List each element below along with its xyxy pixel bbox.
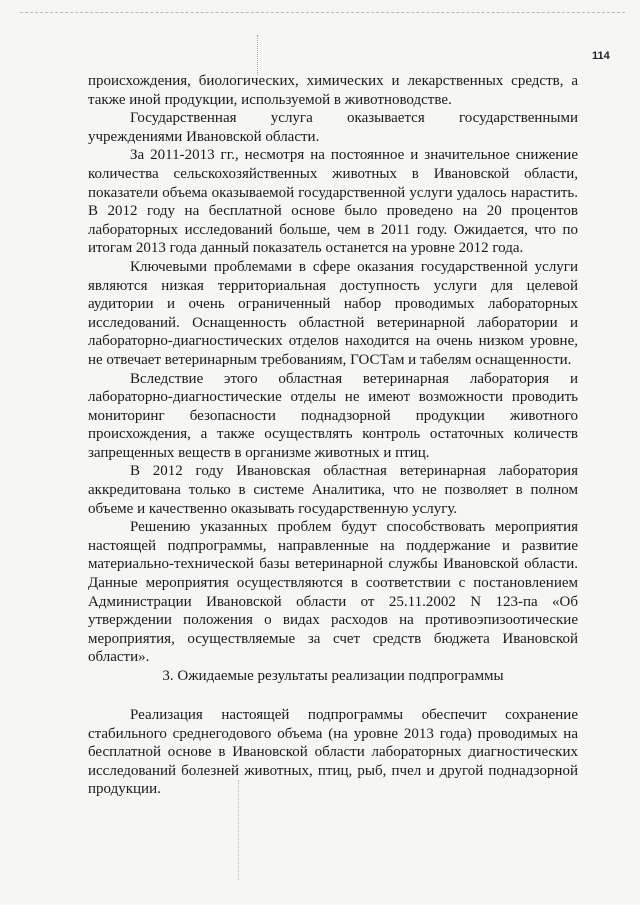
body-paragraph: Решению указанных проблем будут способствовать мероприятия настоящей подпрограммы, направленные на поддержание и развитие материально-технической базы ветеринарной службы Ивановской области. Данные мероприятия осуществляются в соответствии с постановлением Администрации Ивановской области от 25.11.2002 N 123-па «Об утверждении положения о видах расходов на противоэпизоотические мероприятия, осуществляемые за счет средств бюджета Ивановской области». — [88, 519, 578, 666]
section-body — [88, 706, 578, 799]
body-paragraph: Вследствие этого областная ветеринарная лаборатория и лабораторно-диагностические отделы не имеют возможности проводить мониторинг безопасности поднадзорной продукции животного происхождения, а также осуществлять контроль остаточных количеств запрещенных веществ в организме животных и птиц. — [88, 370, 578, 461]
scan-artifact-mark — [257, 35, 259, 75]
document-body — [88, 72, 578, 667]
body-paragraph: За 2011-2013 гг., несмотря на постоянное и значительное снижение количества сельскохозяйственных животных в Ивановской области, показатели объема оказываемой государственной услуги удалось нарастить. В 2012 году на бесплатной основе было проведено на 20 процентов лабораторных исследований больше, чем в 2011 году. Ожидается, что по итогам 2013 года данный показатель останется на уровне 2012 года. — [88, 147, 578, 257]
body-paragraph: происхождения, биологических, химических и лекарственных средств, а также иной продукции, используемой в животноводстве. — [88, 73, 578, 108]
page-number: 114 — [592, 50, 610, 62]
scan-top-border — [20, 12, 625, 13]
body-paragraph: Ключевыми проблемами в сфере оказания государственной услуги являются низкая территориальная доступность услуги для целевой аудитории и очень ограниченный набор проводимых лабораторных исследований. Оснащенность областной ветеринарной лаборатории и лабораторно-диагностических отделов находится на очень низком уровне, не отвечает ветеринарным требованиям, ГОСТам и табелям оснащенности. — [88, 258, 578, 368]
section-heading: 3. Ожидаемые результаты реализации подпрограммы — [162, 668, 504, 684]
section-paragraph: Реализация настоящей подпрограммы обеспечит сохранение стабильного среднегодового объема (на уровне 2013 года) проводимых на бесплатной основе в Ивановской области лабораторных диагностических исследований болезней животных, птиц, рыб, пчел и другой поднадзорной продукции. — [88, 707, 578, 798]
body-paragraph: Государственная услуга оказывается государственными учреждениями Ивановской области. — [88, 110, 578, 145]
body-paragraph: В 2012 году Ивановская областная ветеринарная лаборатория аккредитована только в системе Аналитика, что не позволяет в полном объеме и качественно оказывать государственную услугу. — [88, 463, 578, 517]
